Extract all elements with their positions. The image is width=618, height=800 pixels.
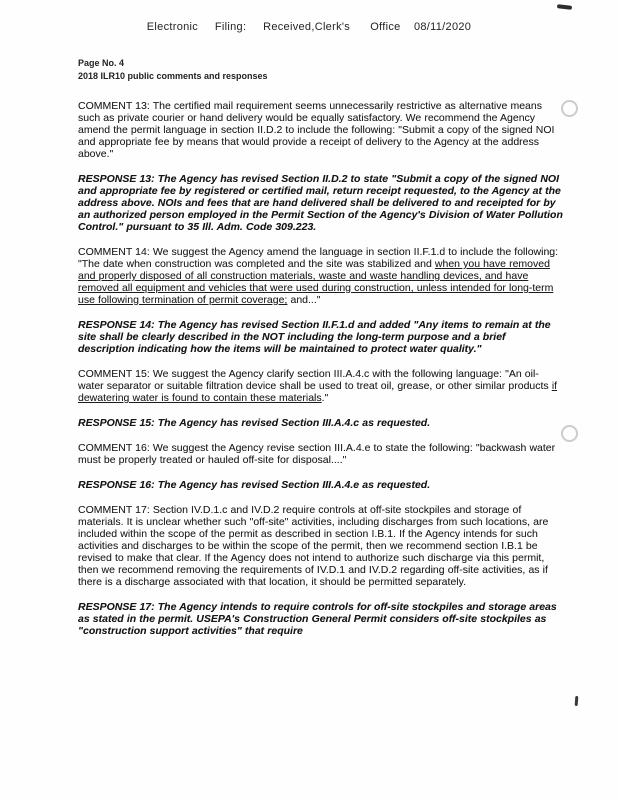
paragraph-response-16 [78, 479, 564, 491]
paragraph-comment-14 [78, 246, 564, 306]
text-segment: COMMENT 16: We suggest the Agency revise section III.A.4.e to state the following: "backwash water must be properly treated or hauled off-site for disposal...." [78, 442, 556, 466]
scan-artifact-top-right [557, 4, 572, 10]
paragraph-response-14 [78, 319, 564, 355]
text-segment: COMMENT 14: We suggest the Agency amend the language in section II.F.1.d to include the following: "The date when construction was completed and the site was stabilized and [78, 246, 559, 270]
underlined-text-segment: when you have removed and properly disposed of all construction materials, waste and waste handling devices, and have removed all equipment and vehicles that were used during construction, unless intended for long-term use following termination of permit coverage; [78, 258, 554, 306]
paragraph-comment-15 [78, 368, 564, 404]
document-body [78, 100, 564, 637]
text-segment: ." [321, 392, 329, 404]
text-segment: RESPONSE 15: The Agency has revised Section III.A.4.c as requested. [78, 417, 431, 429]
underlined-text-segment: if dewatering water is found to contain these materials [78, 380, 558, 404]
paragraph-response-17 [78, 601, 564, 637]
text-segment: COMMENT 13: The certified mail requirement seems unnecessarily restrictive as alternative means such as private courier or hand delivery would be equally satisfactory. We recommend the Agency amend the permit language in section II.D.2 to include the following: "Submit a copy of the signed NOI and appropriate fee by means that would provide a receipt of delivery to the Agency at the address above." [78, 100, 555, 160]
hole-punch-mark-top [561, 100, 578, 117]
page-number: Page No. 4 [78, 58, 125, 68]
paragraph-comment-16 [78, 442, 564, 466]
text-segment: and..." [287, 294, 321, 306]
text-segment: COMMENT 15: We suggest the Agency clarify section III.A.4.c with the following language: "An oil-water separator or suitable filtration device shall be used to treat oil, grease, or other similar products [78, 368, 552, 392]
text-segment: COMMENT 17: Section IV.D.1.c and IV.D.2 require controls at off-site stockpiles and storage of materials. It is unclear whether such "off-site" activities, including discharges from such locations, are included within the scope of the permit as described in section I.B.1. If the Agency intends for such activities and discharges to be within the scope of the permit, then we recommend section I.B.1 be revised to make that clear. If the Agency does not intend to authorize such discharge via this permit, then we recommend removing the requirements of IV.D.1 and IV.D.2 regarding off-site activities, as if there is a discharge associated with that location, it should be permitted separately. [78, 504, 549, 588]
paragraph-comment-13 [78, 100, 564, 160]
text-segment: RESPONSE 14: The Agency has revised Section II.F.1.d and added "Any items to remain at the site shall be clearly described in the NOT including the long-term purpose and a brief description indicating how the items will be maintained to protect water quality." [78, 319, 551, 355]
text-segment: RESPONSE 17: The Agency intends to require controls for off-site stockpiles and storage areas as stated in the permit. USEPA's Construction General Permit considers off-site stockpiles as "construction support activities" that require [78, 601, 557, 637]
paragraph-comment-17 [78, 504, 564, 588]
hole-punch-mark-middle [561, 425, 578, 442]
scan-artifact-bottom-right [575, 696, 579, 706]
page-content [78, 58, 564, 650]
electronic-filing-stamp: Electronic Filing: Received,Clerk's Office 08/11/2020 [146, 21, 472, 33]
paragraph-response-15 [78, 417, 564, 429]
paragraph-response-13 [78, 173, 564, 233]
document-title: 2018 ILR10 public comments and responses [78, 71, 268, 81]
text-segment: RESPONSE 13: The Agency has revised Section II.D.2 to state "Submit a copy of the signed NOI and appropriate fee by registered or certified mail, return receipt requested, to the Agency at the address above. NOIs and fees that are hand delivered shall be delivered to and receipted for by an authorized person employed in the Permit Section of the Agency's Division of Water Pollution Control." pursuant to 35 Ill. Adm. Code 309.223. [78, 173, 563, 233]
text-segment: RESPONSE 16: The Agency has revised Section III.A.4.e as requested. [78, 479, 431, 491]
